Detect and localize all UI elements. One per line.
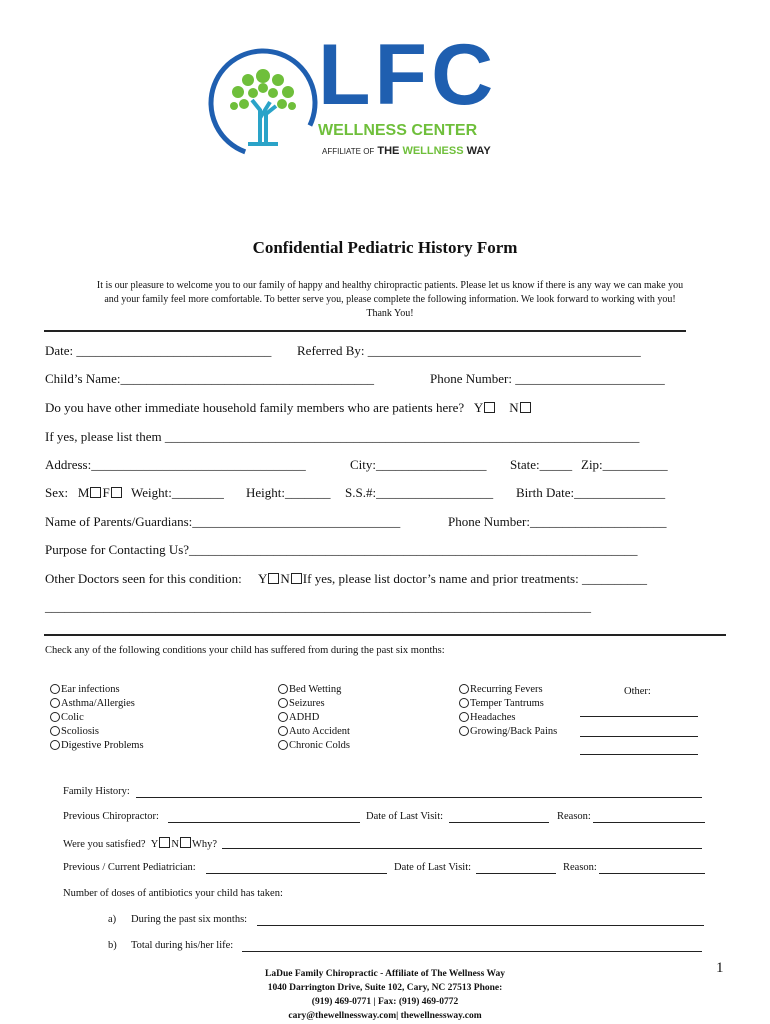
condition-item[interactable]: Asthma/Allergies bbox=[50, 697, 144, 711]
radio-circle-icon[interactable] bbox=[459, 684, 469, 694]
satisfied-why-line[interactable] bbox=[222, 848, 702, 849]
condition-item[interactable]: Colic bbox=[50, 711, 144, 725]
last-visit-1-label: Date of Last Visit: bbox=[366, 811, 444, 822]
antibiotics-b-label: b) bbox=[108, 940, 117, 951]
radio-circle-icon[interactable] bbox=[278, 726, 288, 736]
condition-item[interactable]: Seizures bbox=[278, 697, 350, 711]
sex-f-checkbox[interactable] bbox=[111, 487, 122, 498]
logo-letters: LFC bbox=[318, 27, 498, 123]
referred-by-field[interactable]: Referred By: __________________________________________ bbox=[297, 343, 641, 358]
other-doctors-yes-checkbox[interactable] bbox=[268, 573, 279, 584]
intro-line-3: Thank You! bbox=[366, 308, 414, 319]
conditions-col-2 bbox=[278, 683, 350, 753]
pediatrician-label: Previous / Current Pediatrician: bbox=[63, 862, 196, 873]
condition-item[interactable]: Auto Accident bbox=[278, 725, 350, 739]
last-visit-1-line[interactable] bbox=[449, 822, 549, 823]
satisfied-yes-checkbox[interactable] bbox=[159, 837, 170, 848]
height-field[interactable]: Height:_______ bbox=[246, 485, 331, 500]
last-visit-2-line[interactable] bbox=[476, 873, 556, 874]
other-doctors-row: Other Doctors seen for this condition: Y N If yes, please list doctor’s name and prior treatments: __________ bbox=[45, 571, 647, 586]
logo bbox=[0, 0, 770, 180]
radio-circle-icon[interactable] bbox=[278, 684, 288, 694]
if-yes-field[interactable]: If yes, please list them _________________________________________________________________________ bbox=[45, 429, 640, 444]
other-doctors-no-checkbox[interactable] bbox=[291, 573, 302, 584]
radio-circle-icon[interactable] bbox=[50, 740, 60, 750]
antibiotics-a-label: a) bbox=[108, 914, 117, 925]
last-visit-2-label: Date of Last Visit: bbox=[394, 862, 472, 873]
condition-item[interactable]: Chronic Colds bbox=[278, 739, 350, 753]
household-yes-checkbox[interactable] bbox=[484, 402, 495, 413]
footer-line-4: cary@thewellnessway.com| thewellnessway.com bbox=[288, 1011, 482, 1021]
mid-divider bbox=[44, 634, 726, 636]
tree-icon bbox=[208, 48, 318, 158]
sex-field: Sex: M F bbox=[45, 485, 123, 501]
prev-chiro-label: Previous Chiropractor: bbox=[63, 811, 159, 822]
radio-circle-icon[interactable] bbox=[50, 684, 60, 694]
top-divider bbox=[44, 330, 686, 332]
footer-line-3: (919) 469-0771 | Fax: (919) 469-0772 bbox=[311, 997, 459, 1007]
radio-circle-icon[interactable] bbox=[50, 712, 60, 722]
zip-field[interactable]: Zip:__________ bbox=[581, 457, 668, 472]
condition-item[interactable]: Digestive Problems bbox=[50, 739, 144, 753]
antibiotics-a-line[interactable] bbox=[257, 925, 704, 926]
condition-item[interactable]: Temper Tantrums bbox=[459, 697, 557, 711]
satisfied-no-checkbox[interactable] bbox=[180, 837, 191, 848]
logo-line1: WELLNESS CENTER bbox=[318, 122, 478, 139]
radio-circle-icon[interactable] bbox=[459, 698, 469, 708]
condition-item[interactable]: Ear infections bbox=[50, 683, 144, 697]
condition-item[interactable]: Recurring Fevers bbox=[459, 683, 557, 697]
other-line-3[interactable] bbox=[580, 754, 698, 755]
reason-2-label: Reason: bbox=[563, 862, 597, 873]
radio-circle-icon[interactable] bbox=[278, 698, 288, 708]
reason-1-label: Reason: bbox=[557, 811, 591, 822]
footer-line-2: 1040 Darrington Drive, Suite 102, Cary, NC 27513 Phone: bbox=[267, 983, 503, 993]
intro-line-2: and your family feel more comfortable. To better serve you, please complete the following information. We look forward to working with you! bbox=[104, 294, 676, 305]
logo-line2: AFFILIATE OF THE WELLNESS WAY bbox=[322, 145, 491, 157]
prev-chiro-line[interactable] bbox=[168, 822, 360, 823]
other-line-1[interactable] bbox=[580, 716, 698, 717]
condition-item[interactable]: Headaches bbox=[459, 711, 557, 725]
conditions-col-3 bbox=[459, 683, 557, 739]
radio-circle-icon[interactable] bbox=[459, 726, 469, 736]
purpose-field[interactable]: Purpose for Contacting Us?_____________________________________________________________________ bbox=[45, 542, 638, 557]
pediatrician-line[interactable] bbox=[206, 873, 387, 874]
blank-line-field[interactable]: ____________________________________________________________________________________ bbox=[45, 599, 591, 614]
birth-date-field[interactable]: Birth Date:______________ bbox=[516, 485, 666, 500]
other-label: Other: bbox=[624, 686, 651, 697]
condition-item[interactable]: ADHD bbox=[278, 711, 350, 725]
radio-circle-icon[interactable] bbox=[50, 698, 60, 708]
footer-line-1: LaDue Family Chiropractic - Affiliate of The Wellness Way bbox=[265, 969, 505, 979]
parents-phone-field[interactable]: Phone Number:_____________________ bbox=[448, 514, 667, 529]
sex-m-checkbox[interactable] bbox=[90, 487, 101, 498]
reason-2-line[interactable] bbox=[599, 873, 705, 874]
antibiotics-a-text: During the past six months: bbox=[131, 914, 248, 925]
other-line-2[interactable] bbox=[580, 736, 698, 737]
weight-field[interactable]: Weight:________ bbox=[131, 485, 224, 500]
family-history-label: Family History: bbox=[63, 786, 130, 797]
phone-field[interactable]: Phone Number: _______________________ bbox=[430, 371, 665, 386]
conditions-col-1 bbox=[50, 683, 144, 753]
household-question: Do you have other immediate household family members who are patients here? Y N bbox=[45, 400, 532, 416]
address-field[interactable]: Address:_________________________________ bbox=[45, 457, 306, 472]
date-field[interactable]: Date: ______________________________ bbox=[45, 343, 272, 358]
condition-item[interactable]: Bed Wetting bbox=[278, 683, 350, 697]
reason-1-line[interactable] bbox=[593, 822, 705, 823]
city-field[interactable]: City:_________________ bbox=[350, 457, 487, 472]
household-no-checkbox[interactable] bbox=[520, 402, 531, 413]
antibiotics-b-text: Total during his/her life: bbox=[131, 940, 234, 951]
child-name-field[interactable]: Child’s Name:_______________________________________ bbox=[45, 371, 374, 386]
condition-item[interactable]: Growing/Back Pains bbox=[459, 725, 557, 739]
radio-circle-icon[interactable] bbox=[278, 712, 288, 722]
page-number: 1 bbox=[716, 960, 724, 976]
page-title: Confidential Pediatric History Form bbox=[252, 238, 518, 257]
radio-circle-icon[interactable] bbox=[50, 726, 60, 736]
condition-item[interactable]: Scoliosis bbox=[50, 725, 144, 739]
antibiotics-label: Number of doses of antibiotics your child has taken: bbox=[63, 888, 283, 899]
ss-field[interactable]: S.S.#:__________________ bbox=[345, 485, 494, 500]
radio-circle-icon[interactable] bbox=[278, 740, 288, 750]
antibiotics-b-line[interactable] bbox=[242, 951, 702, 952]
radio-circle-icon[interactable] bbox=[459, 712, 469, 722]
intro-line-1: It is our pleasure to welcome you to our family of happy and healthy chiropractic patients. Please let us know if there is any way we can make you bbox=[96, 280, 684, 291]
satisfied-row: Were you satisfied? Y N Why? bbox=[63, 839, 218, 850]
conditions-heading: Check any of the following conditions your child has suffered from during the past six months: bbox=[45, 645, 445, 656]
state-field[interactable]: State:_____ bbox=[510, 457, 573, 472]
family-history-line[interactable] bbox=[136, 797, 702, 798]
parents-field[interactable]: Name of Parents/Guardians:________________________________ bbox=[45, 514, 401, 529]
